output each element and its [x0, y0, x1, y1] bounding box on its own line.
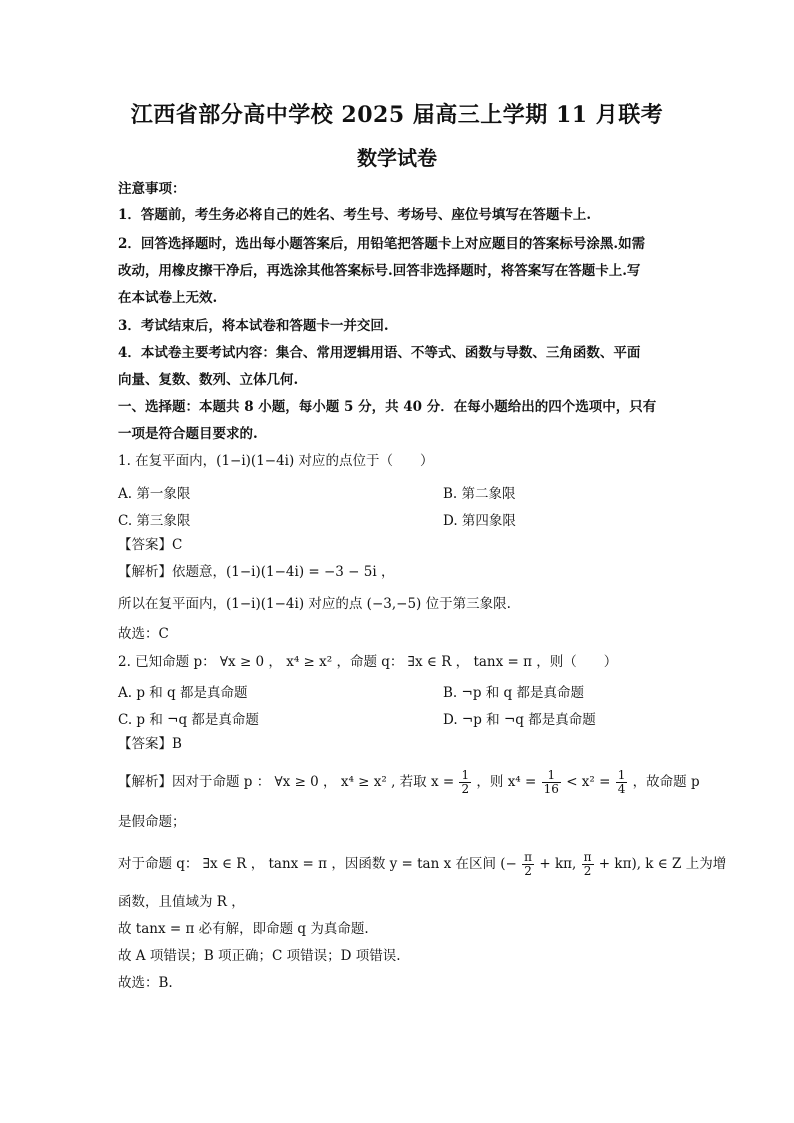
notice-item-4-line-2: 向量、复数、数列、立体几何.: [118, 372, 299, 388]
fraction-numerator: π: [583, 850, 592, 864]
q1-option-b: B. 第二象限: [443, 486, 516, 502]
q1-option-a: A. 第一象限: [118, 486, 191, 502]
q2-option-c: C. p 和 ¬q 都是真命题: [118, 712, 259, 728]
q2-analysis-text-3c: + kπ), k ∈ Z 上为增: [598, 856, 727, 872]
page-subtitle: 数学试卷: [357, 146, 437, 170]
fraction-one-sixteenth: [542, 769, 561, 796]
q1-analysis-line-3: 故选：C: [118, 626, 169, 642]
fraction-denominator: 2: [583, 864, 592, 878]
fraction-numerator: π: [524, 850, 533, 864]
q2-analysis-line-3: [118, 848, 727, 880]
fraction-one-quarter: [616, 769, 628, 796]
q2-analysis-line-6: 故 A 项错误；B 项正确；C 项错误；D 项错误.: [118, 948, 401, 964]
q1-analysis-line-1: 【解析】依题意，(1−i)(1−4i) = −3 − 5i ，: [118, 564, 395, 580]
q1-option-c: C. 第三象限: [118, 513, 191, 529]
fraction-denominator: 16: [543, 782, 559, 796]
notice-item-2-line-2: 改动，用橡皮擦干净后，再选涂其他答案标号.回答非选择题时，将答案写在答题卡上.写: [118, 263, 641, 279]
q2-option-d: D. ¬p 和 ¬q 都是真命题: [443, 712, 596, 728]
notice-item-2-line-3: 在本试卷上无效.: [118, 290, 218, 306]
q2-analysis-text-a: 【解析】因对于命题 p ： ∀x ≥ 0 ， x⁴ ≥ x² , 若取 x =: [118, 774, 455, 790]
q2-analysis-line-7: 故选：B.: [118, 975, 173, 991]
q1-answer: 【答案】C: [118, 537, 183, 553]
fraction-denominator: 2: [524, 864, 532, 878]
notice-item-4-line-1: 4．本试卷主要考试内容：集合、常用逻辑用语、不等式、函数与导数、三角函数、平面: [118, 345, 641, 361]
q1-analysis-line-2: 所以在复平面内，(1−i)(1−4i) 对应的点 (−3,−5) 位于第三象限.: [118, 596, 511, 612]
section-heading-line-2: 一项是符合题目要求的.: [118, 426, 258, 442]
q2-analysis-text-3b: + kπ,: [539, 856, 577, 872]
fraction-numerator: 1: [461, 768, 470, 782]
q1-stem: 1. 在复平面内，(1−i)(1−4i) 对应的点位于（ ）: [118, 453, 434, 469]
fraction-numerator: 1: [542, 769, 561, 783]
notice-item-2-line-1: 2．回答选择题时，选出每小题答案后，用铅笔把答题卡上对应题目的答案标号涂黑.如需: [118, 236, 646, 252]
q1-option-d: D. 第四象限: [443, 513, 516, 529]
q2-option-b: B. ¬p 和 q 都是真命题: [443, 685, 584, 701]
fraction-pi-over-two: [582, 851, 594, 878]
notice-item-3: 3．考试结束后，将本试卷和答题卡一并交回.: [118, 318, 389, 334]
q2-analysis-text-c: < x² =: [566, 774, 611, 790]
q2-analysis-text-b: ，则 x⁴ =: [476, 774, 537, 790]
section-heading-line-1: 一、选择题：本题共 8 小题，每小题 5 分，共 40 分．在每小题给出的四个选项中，只有: [118, 399, 657, 415]
q2-answer: 【答案】B: [118, 736, 182, 752]
fraction-denominator: 2: [461, 782, 470, 796]
q2-analysis-line-4: 函数，且值域为 R ，: [118, 894, 245, 910]
q2-option-a: A. p 和 q 都是真命题: [118, 685, 248, 701]
q2-analysis-text-d: ，故命题 p: [632, 774, 700, 790]
fraction-pi-over-two: [522, 851, 534, 878]
fraction-one-half: [459, 769, 471, 796]
q2-analysis-text-3a: 对于命题 q： ∃x ∈ R ， tanx = π ，因函数 y = tan x 在区间 (−: [118, 856, 517, 872]
q2-analysis-line-2: 是假命题；: [118, 814, 186, 830]
q2-analysis-line-5: 故 tanx = π 必有解，即命题 q 为真命题.: [118, 921, 369, 937]
notice-item-1: 1．答题前，考生务必将自己的姓名、考生号、考场号、座位号填写在答题卡上.: [118, 207, 592, 223]
notice-heading: 注意事项：: [118, 181, 186, 197]
page-title: 江西省部分高中学校 2025 届高三上学期 11 月联考: [130, 102, 664, 128]
q2-stem: 2. 已知命题 p： ∀x ≥ 0 ， x⁴ ≥ x² ，命题 q： ∃x ∈ R ， tanx = π ，则（ ）: [118, 654, 618, 670]
q2-analysis-line-1: [118, 766, 700, 798]
fraction-numerator: 1: [617, 768, 626, 782]
fraction-denominator: 4: [617, 782, 626, 796]
